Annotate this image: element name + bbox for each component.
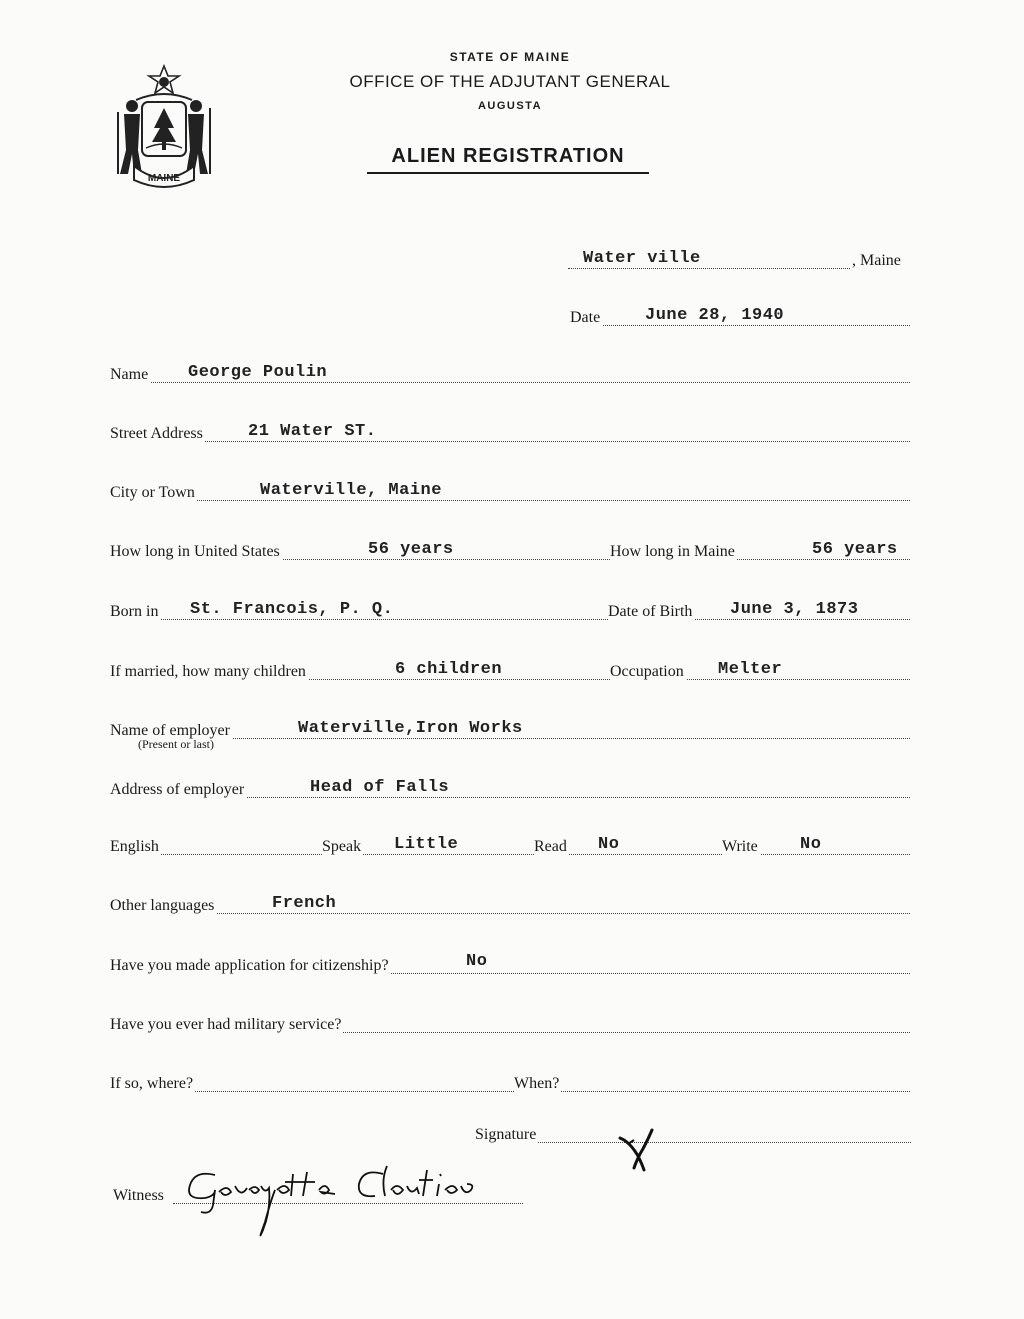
name-value[interactable]: George Poulin xyxy=(188,363,328,382)
dob-field xyxy=(608,599,910,623)
date-label: Date xyxy=(570,309,601,326)
dotted-line xyxy=(570,325,910,326)
name-label: Name xyxy=(110,366,149,383)
state-heading: STATE OF MAINE xyxy=(449,50,571,64)
name-row xyxy=(110,362,910,386)
occupation-label: Occupation xyxy=(610,663,684,680)
children-value[interactable]: 6 children xyxy=(395,660,503,679)
us-duration-field xyxy=(110,539,610,563)
city-heading: AUGUSTA xyxy=(477,100,543,112)
born-in-label: Born in xyxy=(110,603,159,620)
languages-label: Other languages xyxy=(110,897,215,914)
occupation-value[interactable]: Melter xyxy=(718,660,783,679)
when-label: When? xyxy=(514,1075,560,1092)
military-label: Have you ever had military service? xyxy=(110,1016,342,1033)
speak-value[interactable]: Little xyxy=(394,835,459,854)
birth-row xyxy=(110,599,910,623)
employer-label: Name of employer xyxy=(110,722,230,739)
city-row xyxy=(110,480,910,504)
dotted-line xyxy=(110,619,608,620)
signature-mark-icon[interactable] xyxy=(618,1128,660,1172)
maine-state-seal-icon xyxy=(110,62,218,190)
witness-label: Witness xyxy=(113,1187,164,1204)
where-label: If so, where? xyxy=(110,1075,194,1092)
dob-label: Date of Birth xyxy=(608,603,693,620)
where-field xyxy=(110,1071,514,1095)
duration-row xyxy=(110,539,910,563)
family-occupation-row xyxy=(110,659,910,683)
us-duration-value[interactable]: 56 years xyxy=(368,540,454,559)
languages-value[interactable]: French xyxy=(272,894,337,913)
citizenship-label: Have you made application for citizenship? xyxy=(110,957,389,974)
street-value[interactable]: 21 Water ST. xyxy=(248,422,377,441)
dotted-line xyxy=(475,1142,911,1143)
service-details-row xyxy=(110,1071,910,1095)
read-value[interactable]: No xyxy=(598,835,620,854)
form-title: ALIEN REGISTRATION xyxy=(367,145,649,174)
dotted-line xyxy=(110,913,910,914)
employer-address-label: Address of employer xyxy=(110,781,245,798)
location-row xyxy=(568,248,913,272)
occupation-field xyxy=(610,659,910,683)
citizenship-value[interactable]: No xyxy=(466,952,488,971)
signature-row xyxy=(475,1122,911,1146)
write-label: Write xyxy=(722,838,758,855)
born-in-value[interactable]: St. Francois, P. Q. xyxy=(190,600,394,619)
read-label: Read xyxy=(534,838,567,855)
employer-sublabel: (Present or last) xyxy=(138,737,214,751)
write-field xyxy=(722,834,910,858)
employer-address-value[interactable]: Head of Falls xyxy=(310,778,450,797)
speak-label: Speak xyxy=(322,838,362,855)
state-suffix-label: , Maine xyxy=(852,252,901,269)
seal-banner-text: MAINE xyxy=(147,173,181,184)
dotted-line xyxy=(568,268,850,269)
city-value[interactable]: Waterville, Maine xyxy=(260,481,442,500)
maine-duration-field xyxy=(610,539,910,563)
dotted-line xyxy=(110,500,910,501)
english-row xyxy=(110,834,910,858)
employer-address-row xyxy=(110,777,910,801)
maine-duration-label: How long in Maine xyxy=(610,543,735,560)
street-label: Street Address xyxy=(110,425,203,442)
military-row xyxy=(110,1012,910,1036)
employer-row xyxy=(110,718,910,742)
dotted-line xyxy=(110,382,910,383)
children-label: If married, how many children xyxy=(110,663,306,680)
office-heading: OFFICE OF THE ADJUTANT GENERAL xyxy=(349,72,671,91)
witness-signature-handwriting[interactable] xyxy=(175,1160,520,1245)
write-value[interactable]: No xyxy=(800,835,822,854)
english-label: English xyxy=(110,838,159,855)
us-duration-label: How long in United States xyxy=(110,543,280,560)
date-row xyxy=(570,305,910,329)
when-field xyxy=(514,1071,910,1095)
dotted-line xyxy=(514,1091,910,1092)
city-label: City or Town xyxy=(110,484,195,501)
citizenship-row xyxy=(110,953,910,977)
date-value[interactable]: June 28, 1940 xyxy=(645,306,785,325)
location-value[interactable]: Water ville xyxy=(583,249,701,268)
signature-label: Signature xyxy=(475,1126,537,1143)
children-field xyxy=(110,659,610,683)
read-field xyxy=(534,834,722,858)
speak-field xyxy=(322,834,534,858)
employer-value[interactable]: Waterville,Iron Works xyxy=(298,719,523,738)
english-field xyxy=(110,834,322,858)
dob-value[interactable]: June 3, 1873 xyxy=(730,600,859,619)
born-in-field xyxy=(110,599,608,623)
dotted-line xyxy=(110,441,910,442)
languages-row xyxy=(110,893,910,917)
maine-duration-value[interactable]: 56 years xyxy=(812,540,898,559)
street-row xyxy=(110,421,910,445)
